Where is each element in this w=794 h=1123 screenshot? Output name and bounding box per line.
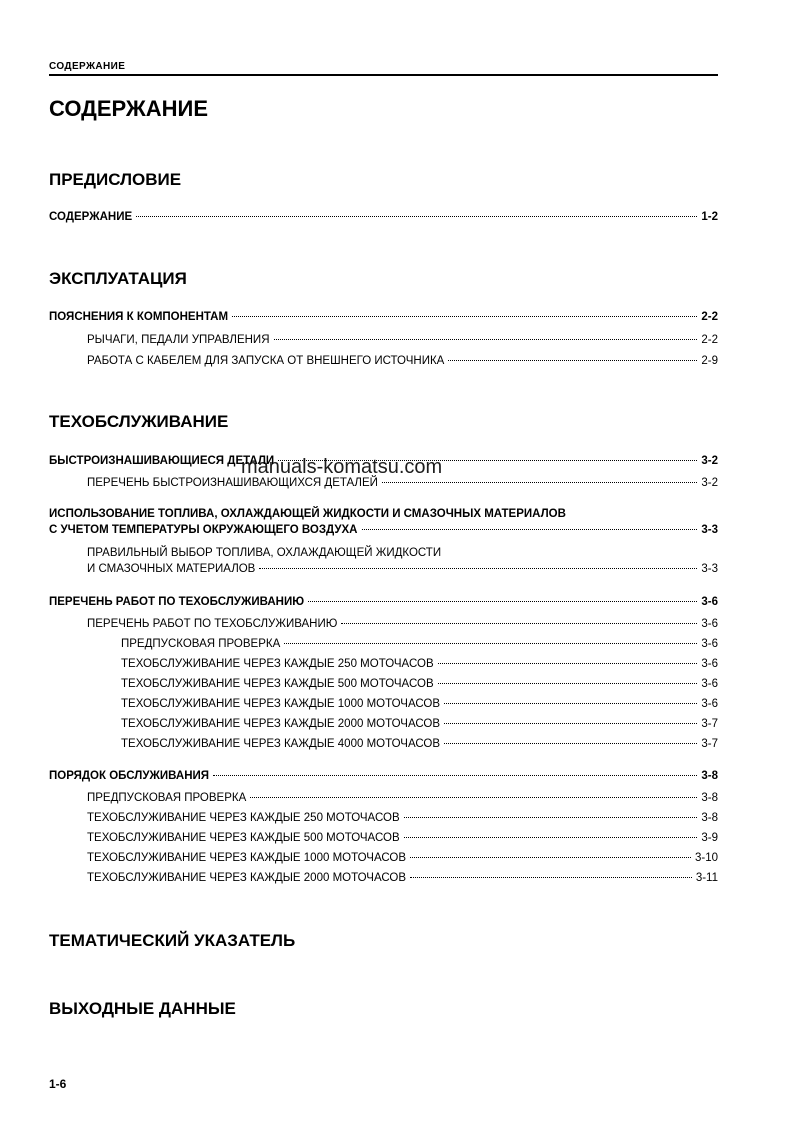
toc-entry[interactable] [87, 791, 718, 805]
toc-entry-text: РЫЧАГИ, ПЕДАЛИ УПРАВЛЕНИЯ [87, 334, 270, 346]
toc-entry-text: ПЕРЕЧЕНЬ БЫСТРОИЗНАШИВАЮЩИХСЯ ДЕТАЛЕЙ [87, 477, 378, 489]
toc-entry[interactable] [49, 310, 718, 324]
toc-entry[interactable] [87, 831, 718, 845]
leader-dots [259, 568, 697, 569]
toc-entry-page: 3-8 [701, 812, 718, 824]
section-title: ТЕХОБСЛУЖИВАНИЕ [49, 412, 229, 431]
toc-entry-page: 3-11 [695, 872, 718, 884]
leader-dots [444, 703, 697, 704]
leader-dots [308, 601, 697, 602]
toc-entry[interactable] [121, 677, 718, 691]
toc-entry-page: 3-9 [701, 832, 718, 844]
toc-entry[interactable] [49, 595, 718, 609]
toc-entry[interactable] [121, 657, 718, 671]
leader-dots [438, 663, 698, 664]
toc-entry-page: 3-6 [701, 698, 718, 710]
watermark: manuals-komatsu.com [241, 456, 443, 478]
toc-entry-text: ТЕХОБСЛУЖИВАНИЕ ЧЕРЕЗ КАЖДЫЕ 1000 МОТОЧАСОВ [87, 852, 407, 864]
toc-entry-text: ТЕХОБСЛУЖИВАНИЕ ЧЕРЕЗ КАЖДЫЕ 500 МОТОЧАСОВ [87, 832, 400, 844]
leader-dots [136, 216, 697, 217]
toc-entry-page: 2-2 [701, 334, 718, 346]
leader-dots [444, 743, 697, 744]
toc-entry-page: 3-8 [701, 770, 718, 782]
toc-entry-page: 3-7 [701, 738, 718, 750]
toc-entry-page: 2-2 [701, 311, 718, 323]
toc-entry-text: ПОЯСНЕНИЯ К КОМПОНЕНТАМ [49, 311, 229, 323]
leader-dots [382, 482, 697, 483]
toc-entry-page: 3-3 [701, 524, 718, 536]
toc-entry-line1[interactable]: ПРАВИЛЬНЫЙ ВЫБОР ТОПЛИВА, ОХЛАЖДАЮЩЕЙ ЖИДКОСТИ [87, 547, 442, 559]
toc-entry-text: ПРЕДПУСКОВАЯ ПРОВЕРКА [121, 638, 281, 650]
toc-entry-page: 3-8 [701, 792, 718, 804]
toc-entry-page: 2-9 [701, 355, 718, 367]
toc-entry-page: 1-2 [701, 211, 718, 223]
leader-dots [438, 683, 698, 684]
leader-dots [448, 360, 697, 361]
toc-entry-page: 3-6 [701, 678, 718, 690]
toc-entry-text: РАБОТА С КАБЕЛЕМ ДЛЯ ЗАПУСКА ОТ ВНЕШНЕГО ИСТОЧНИКА [87, 355, 445, 367]
toc-entry-page: 3-7 [701, 718, 718, 730]
toc-entry-text: БЫСТРОИЗНАШИВАЮЩИЕСЯ ДЕТАЛИ [49, 455, 275, 467]
section-title: ЭКСПЛУАТАЦИЯ [49, 269, 187, 288]
toc-entry-text: ТЕХОБСЛУЖИВАНИЕ ЧЕРЕЗ КАЖДЫЕ 1000 МОТОЧАСОВ [121, 698, 441, 710]
toc-entry-page: 3-6 [701, 596, 718, 608]
toc-entry-text: ТЕХОБСЛУЖИВАНИЕ ЧЕРЕЗ КАЖДЫЕ 4000 МОТОЧАСОВ [121, 738, 441, 750]
toc-entry-text: СОДЕРЖАНИЕ [49, 211, 133, 223]
toc-entry-page: 3-2 [701, 477, 718, 489]
section-title: ВЫХОДНЫЕ ДАННЫЕ [49, 999, 236, 1018]
leader-dots [213, 775, 697, 776]
section-title: ТЕМАТИЧЕСКИЙ УКАЗАТЕЛЬ [49, 931, 296, 950]
toc-entry[interactable] [87, 562, 718, 576]
toc-entry[interactable] [87, 354, 718, 368]
toc-entry-text: ПРЕДПУСКОВАЯ ПРОВЕРКА [87, 792, 247, 804]
toc-entry-text: ТЕХОБСЛУЖИВАНИЕ ЧЕРЕЗ КАЖДЫЕ 250 МОТОЧАСОВ [121, 658, 434, 670]
toc-entry-text: С УЧЕТОМ ТЕМПЕРАТУРЫ ОКРУЖАЮЩЕГО ВОЗДУХА [49, 524, 358, 536]
toc-entry-page: 3-10 [694, 852, 718, 864]
toc-entry[interactable] [87, 811, 718, 825]
toc-entry[interactable] [87, 333, 718, 347]
toc-entry-text: ПЕРЕЧЕНЬ РАБОТ ПО ТЕХОБСЛУЖИВАНИЮ [87, 618, 338, 630]
toc-entry[interactable] [121, 717, 718, 731]
toc-entry-page: 3-3 [701, 563, 718, 575]
toc-entry[interactable] [121, 637, 718, 651]
leader-dots [404, 837, 698, 838]
toc-entry-page: 3-6 [701, 618, 718, 630]
leader-dots [250, 797, 697, 798]
leader-dots [410, 857, 691, 858]
toc-entry-text: ТЕХОБСЛУЖИВАНИЕ ЧЕРЕЗ КАЖДЫЕ 2000 МОТОЧАСОВ [87, 872, 407, 884]
section-title: ПРЕДИСЛОВИЕ [49, 170, 182, 189]
toc-entry-page: 3-6 [701, 658, 718, 670]
toc-entry[interactable] [49, 523, 718, 537]
toc-entry-line1[interactable]: ИСПОЛЬЗОВАНИЕ ТОПЛИВА, ОХЛАЖДАЮЩЕЙ ЖИДКОСТИ И СМАЗОЧНЫХ МАТЕРИАЛОВ [49, 508, 566, 520]
leader-dots [362, 529, 698, 530]
toc-entry-text: ТЕХОБСЛУЖИВАНИЕ ЧЕРЕЗ КАЖДЫЕ 250 МОТОЧАСОВ [87, 812, 400, 824]
toc-entry-text: ТЕХОБСЛУЖИВАНИЕ ЧЕРЕЗ КАЖДЫЕ 500 МОТОЧАСОВ [121, 678, 434, 690]
toc-entry[interactable] [49, 769, 718, 783]
toc-entry-text: ПОРЯДОК ОБСЛУЖИВАНИЯ [49, 770, 210, 782]
toc-entry-text: И СМАЗОЧНЫХ МАТЕРИАЛОВ [87, 563, 256, 575]
toc-entry[interactable] [87, 851, 718, 865]
toc-entry-text: ТЕХОБСЛУЖИВАНИЕ ЧЕРЕЗ КАЖДЫЕ 2000 МОТОЧАСОВ [121, 718, 441, 730]
leader-dots [404, 817, 698, 818]
running-head: СОДЕРЖАНИЕ [49, 61, 126, 72]
toc-entry-page: 3-2 [701, 455, 718, 467]
leader-dots [341, 623, 697, 624]
header-rule [49, 74, 718, 76]
toc-entry[interactable] [49, 210, 718, 224]
leader-dots [284, 643, 697, 644]
leader-dots [410, 877, 692, 878]
toc-entry[interactable] [121, 737, 718, 751]
toc-entry[interactable] [87, 617, 718, 631]
page-title: СОДЕРЖАНИЕ [49, 96, 209, 121]
leader-dots [444, 723, 697, 724]
page-number: 1-6 [49, 1077, 67, 1091]
toc-entry-page: 3-6 [701, 638, 718, 650]
toc-entry-text: ПЕРЕЧЕНЬ РАБОТ ПО ТЕХОБСЛУЖИВАНИЮ [49, 596, 305, 608]
leader-dots [274, 339, 698, 340]
toc-entry[interactable] [87, 871, 718, 885]
toc-entry[interactable] [121, 697, 718, 711]
leader-dots [232, 316, 697, 317]
